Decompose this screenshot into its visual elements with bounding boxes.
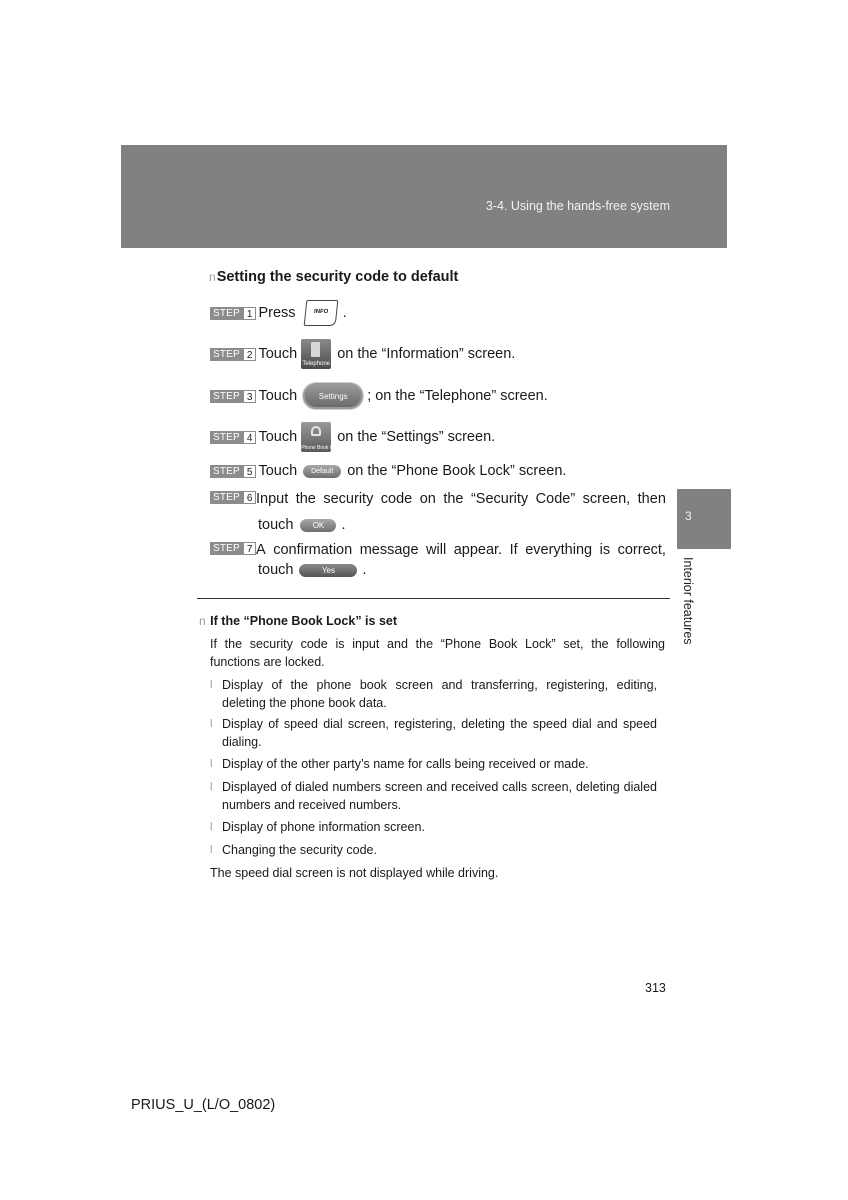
note-intro-line-1: If the security code is input and the “Phone Book Lock” set, the following [210,637,665,651]
chapter-tab [677,489,731,549]
chapter-header-band [121,145,727,248]
step-7-continuation [258,562,367,578]
note-intro-line-2: functions are locked. [210,655,325,669]
note-bullet: n [199,614,206,628]
info-button-icon: INFO [303,300,338,326]
list-item: l Display of phone information screen. [210,820,425,834]
yes-button-icon: Yes [299,564,357,577]
step-3 [210,383,548,409]
step-badge: STEP 3 [210,390,256,403]
step-1 [210,300,347,326]
ok-button-icon: OK [300,519,336,532]
step-7-end: . [362,562,367,578]
step-4-verb: Touch [258,429,298,445]
step-2-verb: Touch [258,346,298,362]
step-6-end: . [341,517,346,533]
step-2 [210,339,515,369]
step-6 [210,491,258,504]
step-2-text: on the “Information” screen. [337,346,516,362]
step-badge: STEP 2 [210,348,256,361]
step-7-text: A confirmation message will appear. If everything is correct, [256,542,666,558]
step-6-verb: touch [258,517,294,533]
phone-book-lock-icon: Phone Book Lock [301,422,331,452]
step-4-text: on the “Settings” screen. [337,429,496,445]
step-5 [210,463,566,479]
step-badge: STEP 1 [210,307,256,320]
step-7-verb: touch [258,562,294,578]
chapter-number: 3 [685,509,692,523]
list-item: l Display of the other party’s name for calls being received or made. [210,757,589,771]
default-button-icon: Default [303,465,341,478]
page-number: 313 [645,981,666,995]
list-item: l Display of the phone book screen and transferring, registering, editing, deleting the phone book data. [210,678,657,710]
note-title [199,614,397,628]
step-badge: STEP 4 [210,431,256,444]
section-title-text: Setting the security code to default [216,269,459,285]
step-badge: STEP 5 [210,465,256,478]
step-6-continuation [258,517,346,533]
list-item: l Display of speed dial screen, registering, deleting the speed dial and speed dialing. [210,717,657,749]
note-title-text: If the “Phone Book Lock” is set [210,614,398,628]
step-7 [210,542,258,555]
settings-button-icon: Settings [303,383,363,409]
step-4 [210,422,495,452]
telephone-icon: Telephone [301,339,331,369]
list-item: l Changing the security code. [210,843,377,857]
step-badge: STEP 7 [210,542,256,555]
step-badge: STEP 6 [210,491,256,504]
step-1-end: . [342,305,347,321]
step-1-verb: Press [258,305,296,321]
step-6-text: Input the security code on the “Security Code” screen, then [256,491,666,507]
step-5-verb: Touch [258,463,298,479]
footer-code: PRIUS_U_(L/O_0802) [131,1097,276,1113]
note-closing: The speed dial screen is not displayed while driving. [210,866,499,880]
step-5-text: on the “Phone Book Lock” screen. [347,463,567,479]
step-3-verb: Touch [258,388,298,404]
chapter-side-label: Interior features [681,557,695,645]
section-divider [197,598,670,599]
list-item: l Displayed of dialed numbers screen and received calls screen, deleting dialed numbers and received numbers. [210,780,657,812]
section-bullet: n [209,270,216,284]
step-3-text: ; on the “Telephone” screen. [367,388,548,404]
section-title [209,269,458,285]
chapter-title: 3-4. Using the hands-free system [485,199,670,213]
